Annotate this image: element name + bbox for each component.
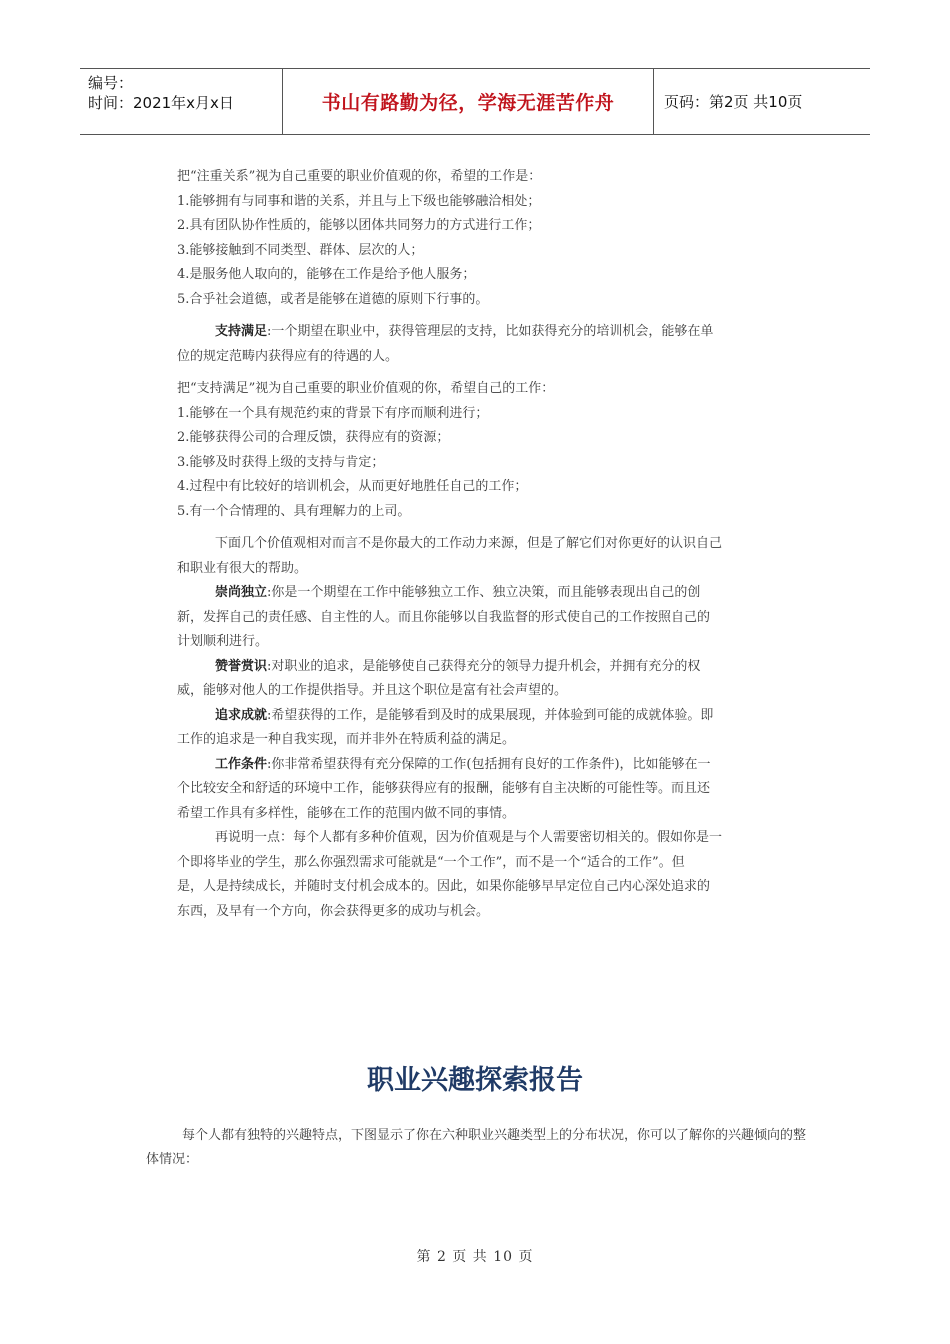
body-content xyxy=(177,165,777,924)
list-item: 3.能够接触到不同类型、群体、层次的人； xyxy=(177,242,424,258)
list-item: 1.能够在一个具有规范约束的背景下有序而顺利进行； xyxy=(177,405,489,421)
recognition-cont: 威，能够对他人的工作提供指导。并且这个职位是富有社会声望的。 xyxy=(177,683,568,698)
recognition-definition: 赞誉赏识:对职业的追求，是能够使自己获得充分的领导力提升机会，并拥有充分的权 xyxy=(215,658,701,674)
list-item: 1.能够拥有与同事和谐的关系，并且与上下级也能够融洽相处； xyxy=(177,193,541,209)
achievement-term: 追求成就 xyxy=(215,707,268,723)
independence-cont: 新，发挥自己的责任感、自主性的人。而且你能够以自我监督的形式使自己的工作按照自己的 xyxy=(177,609,711,625)
closing-cont: 是，人是持续成长，并随时支付机会成本的。因此，如果你能够早早定位自己内心深处追求的 xyxy=(177,879,711,894)
closing-cont: 东西，及早有一个方向，你会获得更多的成功与机会。 xyxy=(177,903,490,919)
number-label: 编号： xyxy=(88,74,134,92)
page-footer: 第 2 页 共 10 页 xyxy=(416,1249,534,1265)
list-item: 4.是服务他人取向的，能够在工作是给予他人服务； xyxy=(177,267,476,282)
conditions-cont: 希望工作具有多样性，能够在工作的范围内做不同的事情。 xyxy=(177,805,516,821)
others-intro-cont: 和职业有很大的帮助。 xyxy=(177,560,308,576)
header-page-label: 页码：第2页 共10页 xyxy=(664,93,803,111)
list-item: 2.具有团队协作性质的，能够以团体共同努力的方式进行工作； xyxy=(177,218,541,233)
conditions-term: 工作条件 xyxy=(215,756,268,772)
header-motto: 书山有路勤为径，学海无涯苦作舟 xyxy=(283,69,654,134)
conditions-definition: 工作条件:你非常希望获得有充分保障的工作(包括拥有良好的工作条件)，比如能够在一 xyxy=(215,756,711,772)
others-intro: 下面几个价值观相对而言不是你最大的工作动力来源，但是了解它们对你更好的认识自己 xyxy=(215,536,723,551)
list-item: 3.能够及时获得上级的支持与肯定； xyxy=(177,454,385,470)
interest-report-title: 职业兴趣探索报告 xyxy=(367,1065,583,1096)
list-item: 4.过程中有比较好的培训机会，从而更好地胜任自己的工作； xyxy=(177,479,528,494)
closing-cont: 个即将毕业的学生，那么你强烈需求可能就是“一个工作”，而不是一个“适合的工作”。但 xyxy=(177,854,685,870)
list-item: 5.合乎社会道德，或者是能够在道德的原则下行事的。 xyxy=(177,291,489,307)
achievement-cont: 工作的追求是一种自我实现，而并非外在特质利益的满足。 xyxy=(177,732,516,747)
list-item: 5.有一个合情理的、具有理解力的上司。 xyxy=(177,503,411,519)
list-item: 2.能够获得公司的合理反馈，获得应有的资源； xyxy=(177,430,450,445)
relationship-lead: 把“注重关系”视为自己重要的职业价值观的你，希望的工作是： xyxy=(177,169,542,184)
interest-report-intro: 每个人都有独特的兴趣特点，下图显示了你在六种职业兴趣类型上的分布状况，你可以了解你的兴趣倾向的整体情况： xyxy=(146,1128,807,1167)
support-term: 支持满足 xyxy=(215,324,268,339)
header-meta xyxy=(80,69,283,134)
achievement-definition: 追求成就:希望获得的工作，是能够看到及时的成果展现，并体验到可能的成就体验。即 xyxy=(215,707,714,723)
closing-paragraph: 再说明一点：每个人都有多种价值观，因为价值观是与个人需要密切相关的。假如你是一 xyxy=(215,830,723,845)
page-header xyxy=(80,68,870,135)
recognition-term: 赞誉赏识 xyxy=(215,658,268,674)
support-definition-cont: 位的规定范畴内获得应有的待遇的人。 xyxy=(177,348,399,364)
independence-cont: 计划顺利进行。 xyxy=(177,634,269,649)
support-lead: 把“支持满足”视为自己重要的职业价值观的你，希望自己的工作： xyxy=(177,381,555,396)
time-label: 时间：2021年x月x日 xyxy=(88,94,234,112)
support-definition: 支持满足:一个期望在职业中，获得管理层的支持，比如获得充分的培训机会，能够在单 xyxy=(215,324,714,339)
independence-term: 崇尚独立 xyxy=(215,585,268,600)
independence-definition: 崇尚独立:你是一个期望在工作中能够独立工作、独立决策，而且能够表现出自己的创 xyxy=(215,585,701,600)
conditions-cont: 个比较安全和舒适的环境中工作，能够获得应有的报酬，能够有自主决断的可能性等。而且还 xyxy=(177,781,711,796)
